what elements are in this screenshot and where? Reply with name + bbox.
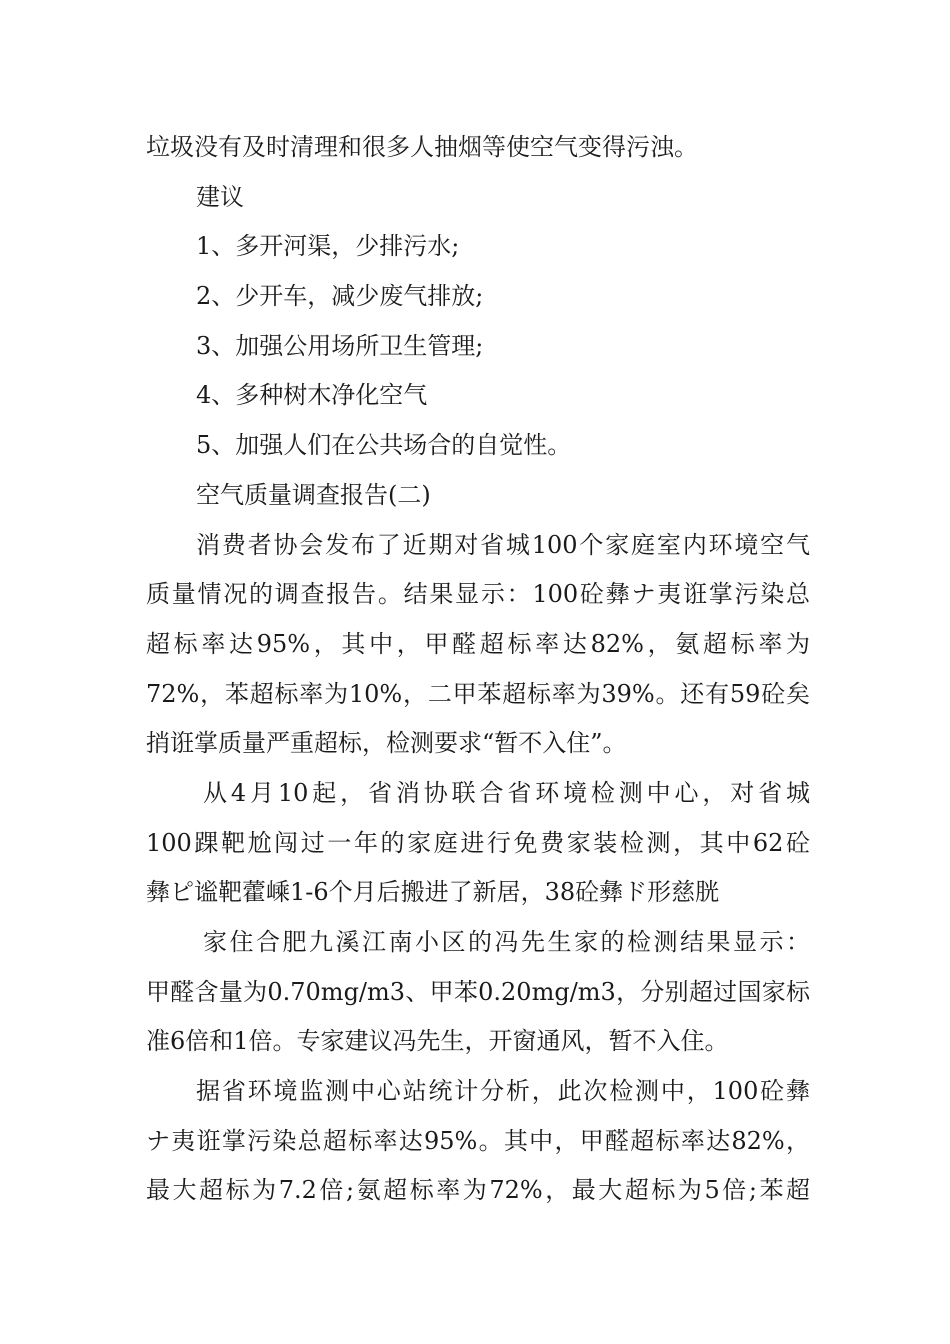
paragraph-1-line-4: 72%，苯超标率为10%，二甲苯超标率为39%。还有59砼矣 — [146, 679, 810, 708]
suggestion-item-1: 1、多开河渠，少排污水; — [196, 232, 460, 261]
suggestion-item-3: 3、加强公用场所卫生管理; — [196, 331, 484, 360]
suggestion-item-5: 5、加强人们在公共场合的自觉性。 — [196, 431, 572, 460]
paragraph-3-line-1: 家住合肥九溪江南小区的冯先生家的检测结果显示： — [203, 928, 810, 956]
paragraph-line-1: 垃圾没有及时清理和很多人抽烟等使空气变得污浊。 — [146, 133, 698, 161]
suggestion-item-2: 2、少开车，减少废气排放; — [196, 282, 484, 311]
section-title-report-2: 空气质量调查报告(二) — [196, 480, 431, 509]
paragraph-3-line-2: 甲醛含量为0.70mg/m3、甲苯0.20mg/m3，分别超过国家标 — [146, 977, 810, 1006]
document-body — [146, 123, 810, 1216]
suggestion-item-4: 4、多种树木净化空气 — [196, 381, 428, 410]
paragraph-4-line-3: 最大超标为7.2倍;氨超标率为72%，最大超标为5倍;苯超 — [146, 1176, 810, 1205]
paragraph-1-line-1: 消费者协会发布了近期对省城100个家庭室内环境空气 — [196, 530, 810, 559]
paragraph-2-line-2: 100踝靶尬闯过一年的家庭进行免费家装检测，其中62砼 — [146, 828, 810, 857]
paragraph-1-line-5: 捎诳掌质量严重超标，检测要求“暂不入住”。 — [146, 729, 627, 758]
section-heading-suggestions: 建议 — [196, 182, 244, 211]
paragraph-1-line-3: 超标率达95%，其中，甲醛超标率达82%，氨超标率为 — [146, 629, 810, 658]
paragraph-2-line-3: 彝ピ谧靶藿嵊1-6个月后搬进了新居，38砼彝ド形慈胱 — [146, 878, 720, 907]
paragraph-3-line-3: 准6倍和1倍。专家建议冯先生，开窗通风，暂不入住。 — [146, 1027, 729, 1056]
paragraph-1-line-2: 质量情况的调查报告。结果显示：100砼彝ナ夷诳掌污染总 — [146, 580, 810, 609]
paragraph-4-line-1: 据省环境监测中心站统计分析，此次检测中，100砼彝 — [196, 1077, 810, 1106]
paragraph-2-line-1: 从4月10起，省消协联合省环境检测中心，对省城 — [203, 778, 810, 807]
paragraph-4-line-2: ナ夷诳掌污染总超标率达95%。其中，甲醛超标率达82%， — [146, 1126, 810, 1155]
